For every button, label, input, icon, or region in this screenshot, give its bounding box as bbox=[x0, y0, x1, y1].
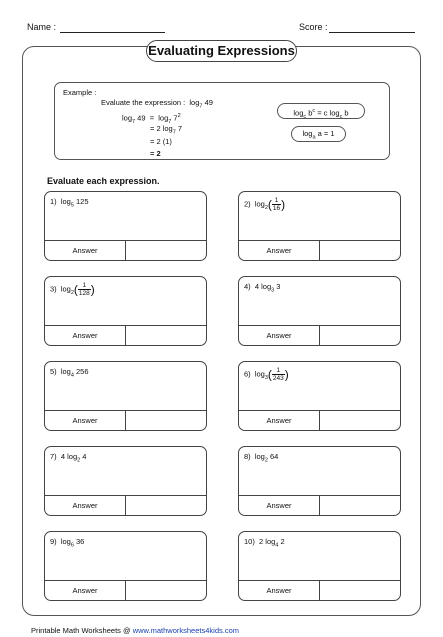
answer-label: Answer bbox=[45, 241, 126, 260]
problem-expression: 2) $\log_2$( $\frac{1}{16}$ ) bbox=[244, 197, 286, 212]
problem-box bbox=[238, 531, 401, 601]
identity-rule: $\log_a a = 1$ bbox=[291, 126, 346, 142]
answer-row bbox=[239, 325, 400, 345]
answer-label: Answer bbox=[45, 581, 126, 600]
problem-expression: 9) $\log_6 36$ bbox=[50, 537, 85, 549]
problem-box bbox=[238, 446, 401, 516]
problem-expression: 4) 4 $\log_3 3$ bbox=[244, 282, 281, 294]
answer-row bbox=[45, 580, 206, 600]
answer-field[interactable] bbox=[320, 496, 400, 515]
answer-row bbox=[239, 240, 400, 260]
example-step-1: $\log_7 49 = \log_7 7^2$ bbox=[122, 113, 181, 125]
problem-expression: 5) $\log_4 256$ bbox=[50, 367, 89, 379]
answer-label: Answer bbox=[45, 496, 126, 515]
problem-expression: 1) $\log_5 125$ bbox=[50, 197, 89, 209]
score-field[interactable] bbox=[329, 32, 415, 33]
answer-row bbox=[239, 410, 400, 430]
answer-field[interactable] bbox=[126, 581, 206, 600]
answer-field[interactable] bbox=[320, 326, 400, 345]
answer-field[interactable] bbox=[320, 581, 400, 600]
worksheet-title: Evaluating Expressions bbox=[146, 40, 297, 62]
problem-expression: 8) $\log_2 64$ bbox=[244, 452, 279, 464]
example-label: Example : bbox=[63, 88, 97, 97]
problem-box bbox=[44, 446, 207, 516]
problem-expression: 7) 4 $\log_2 4$ bbox=[50, 452, 87, 464]
name-field[interactable] bbox=[60, 32, 165, 33]
fraction: $\frac{1}{128}$ bbox=[78, 282, 90, 297]
answer-label: Answer bbox=[45, 411, 126, 430]
footer-link[interactable]: www.mathworksheets4kids.com bbox=[132, 626, 239, 635]
problem-expression: 6) $\log_3$( $\frac{1}{243}$ ) bbox=[244, 367, 289, 382]
answer-field[interactable] bbox=[320, 241, 400, 260]
name-label: Name : bbox=[27, 22, 57, 32]
problem-expression: 3) $\log_2$( $\frac{1}{128}$ ) bbox=[50, 282, 95, 297]
answer-row bbox=[45, 410, 206, 430]
example-step-3: = 2 (1) bbox=[150, 137, 172, 146]
section-title: Evaluate each expression. bbox=[47, 176, 160, 186]
problem-box bbox=[44, 531, 207, 601]
answer-field[interactable] bbox=[126, 241, 206, 260]
problem-box bbox=[238, 361, 401, 431]
footer-prefix: Printable Math Worksheets @ bbox=[31, 626, 131, 635]
answer-row bbox=[239, 495, 400, 515]
answer-row bbox=[45, 240, 206, 260]
fraction: $\frac{1}{16}$ bbox=[272, 197, 281, 212]
answer-field[interactable] bbox=[126, 326, 206, 345]
problem-box bbox=[238, 276, 401, 346]
answer-field[interactable] bbox=[126, 411, 206, 430]
answer-label: Answer bbox=[239, 411, 320, 430]
example-prompt: Evaluate the expression : $\log_7 49$ bbox=[101, 98, 213, 110]
answer-row bbox=[45, 495, 206, 515]
power-rule: $\log_c b^c = c$ $\log_c b$ bbox=[277, 103, 365, 119]
answer-label: Answer bbox=[239, 496, 320, 515]
answer-label: Answer bbox=[239, 326, 320, 345]
answer-row bbox=[239, 580, 400, 600]
problem-box bbox=[44, 361, 207, 431]
example-step-2: = 2 $\log_7 7$ bbox=[150, 124, 183, 136]
score-label: Score : bbox=[299, 22, 328, 32]
footer bbox=[31, 626, 239, 635]
answer-field[interactable] bbox=[126, 496, 206, 515]
answer-label: Answer bbox=[239, 241, 320, 260]
fraction: $\frac{1}{243}$ bbox=[272, 367, 284, 382]
answer-field[interactable] bbox=[320, 411, 400, 430]
answer-label: Answer bbox=[45, 326, 126, 345]
problem-box bbox=[44, 191, 207, 261]
problem-box bbox=[44, 276, 207, 346]
example-box bbox=[54, 82, 390, 160]
problem-box bbox=[238, 191, 401, 261]
example-step-4: = 2 bbox=[150, 149, 161, 158]
answer-row bbox=[45, 325, 206, 345]
problem-expression: 10) 2 $\log_4 2$ bbox=[244, 537, 285, 549]
answer-label: Answer bbox=[239, 581, 320, 600]
